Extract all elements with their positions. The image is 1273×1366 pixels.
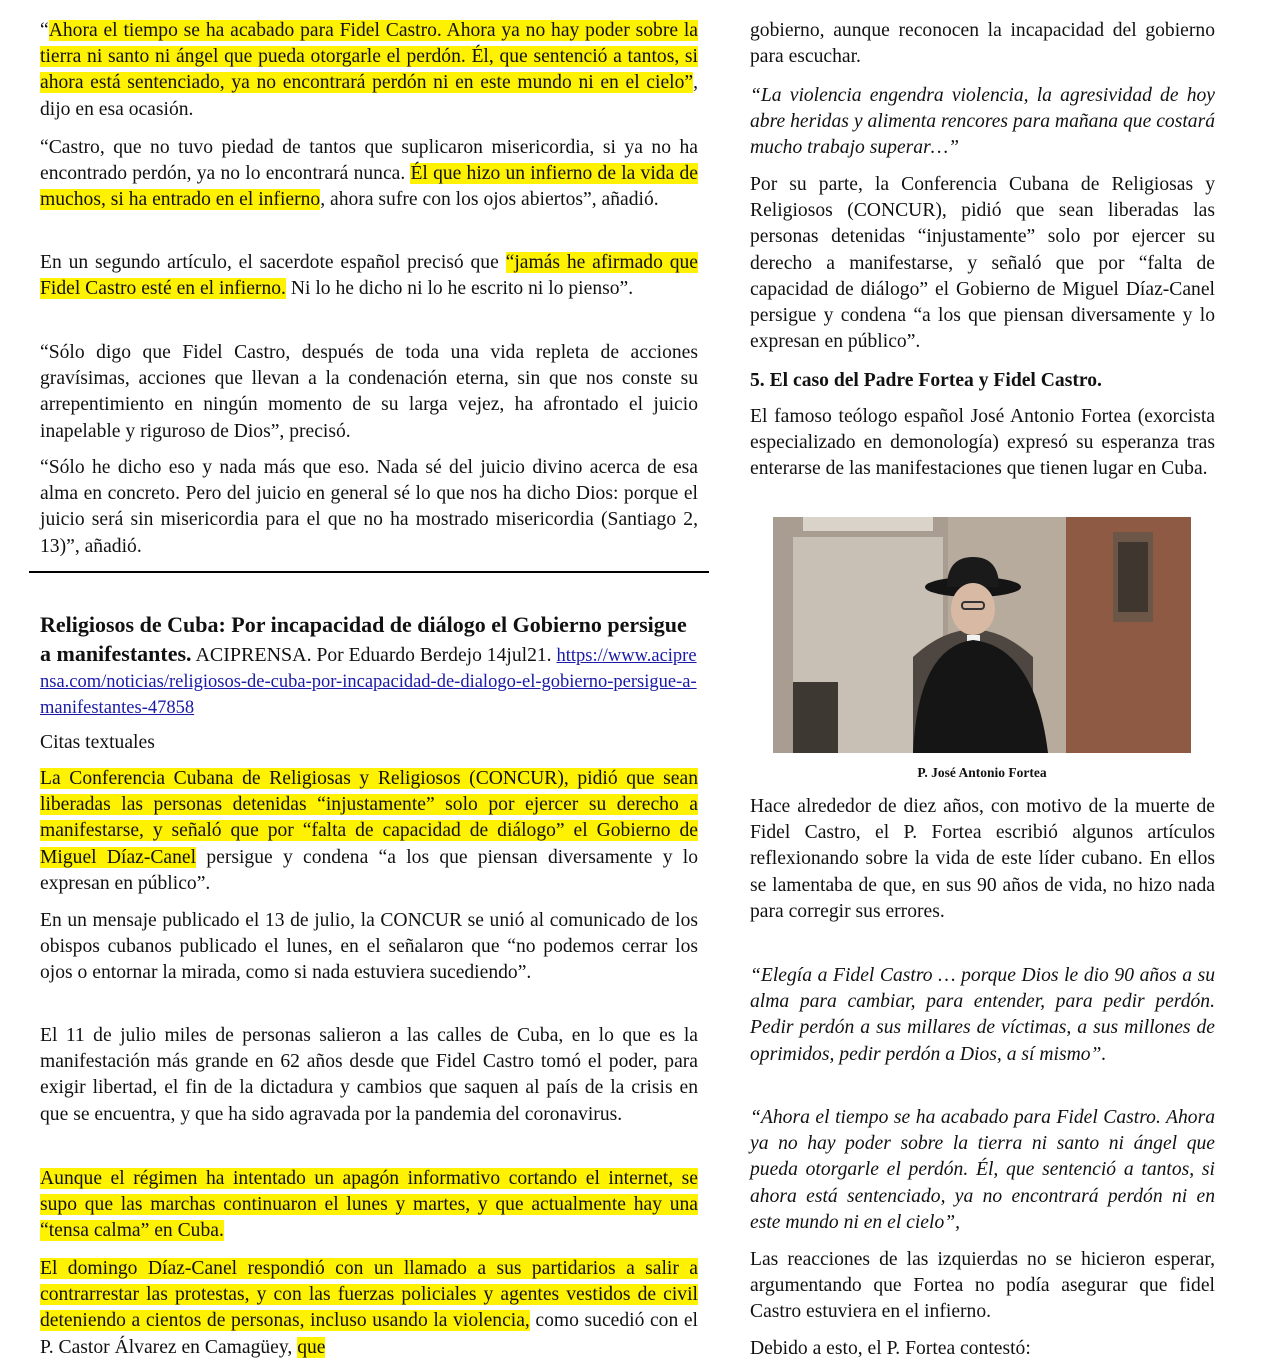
paragraph-gobierno: gobierno, aunque reconocen la incapacidad del gobierno para escuchar.	[750, 20, 1215, 68]
text: Ni lo he dicho ni lo he escrito ni lo pienso”.	[285, 278, 634, 300]
highlight-text: El domingo Díaz-Canel respondió con un llamado a sus partidarios a salir a contrarrestar las protestas, y con las fuerzas policiales y agentes vestidos de civil deteniendo a cientos de personas, incluso usando la violencia,	[40, 1258, 698, 1332]
quote-violencia: “La violencia engendra violencia, la agresividad de hoy abre heridas y alimenta rencores para mañana que costará mucho trabajo superar…”	[750, 85, 1215, 159]
article-link[interactable]: https://www.aciprensa.com/noticias/religiosos-de-cuba-por-incapacidad-de-dialogo-el-gobierno-persigue-a-manifestantes-47858	[40, 646, 697, 718]
paragraph-domingo	[40, 1256, 698, 1361]
paragraph-solo-he-dicho: “Sólo he dicho eso y nada más que eso. Nada sé del juicio divino acerca de esa alma en concreto. Pero del juicio en general sé lo que nos ha dicho Dios: porque el juicio será sin misericordia para el que no ha mostrado misericordia (Santiago 2, 13)”, añadió.	[40, 457, 698, 557]
paragraph-debido: Debido a esto, el P. Fortea contestó:	[750, 1338, 1031, 1359]
open-quote: “	[40, 20, 49, 41]
article-header	[40, 611, 698, 721]
paragraph-concur-right: Por su parte, la Conferencia Cubana de Religiosas y Religiosos (CONCUR), pidió que sean liberadas las personas detenidas “injustamente” solo por ejercer su derecho a manifestarse, y señaló que por “falta de capacidad de diálogo” el Gobierno de Miguel Díaz-Canel persigue y condena “a los que piensan diversamente y lo expresan en público”.	[750, 174, 1215, 353]
text: , dijo en esa ocasión.	[40, 72, 698, 120]
article-byline: Por Eduardo Berdejo 14jul21.	[311, 645, 557, 666]
paragraph-quote-castro	[40, 18, 698, 123]
highlight-text: que	[297, 1336, 326, 1358]
highlight-text: Ahora el tiempo se ha acabado para Fidel Castro. Ahora ya no hay poder sobre la tierra ni santo ni ángel que pueda otorgarle el perdón. Él, que sentenció a tantos, si ahora está sentenciado, ya no encontrará perdón ni en este mundo ni en el cielo”	[40, 20, 698, 94]
highlight-text: Aunque el régimen ha intentado un apagón informativo cortando el internet, se supo que las marchas continuaron el lunes y martes, y que actualmente hay una “tensa calma” en Cuba.	[40, 1168, 698, 1242]
paragraph-apagon	[40, 1166, 698, 1245]
paragraph-fortea-intro: El famoso teólogo español José Antonio Fortea (exorcista especializado en demonología) expresó su esperanza tras enterarse de las manifestaciones que tienen lugar en Cuba.	[750, 406, 1215, 480]
quote-ahora-el-tiempo: “Ahora el tiempo se ha acabado para Fidel Castro. Ahora ya no hay poder sobre la tierra ni santo ni ángel que pueda otorgarle el perdón. Él, que sentenció a tantos, si ahora está sentenciado, ya no encontrará perdón ni en este mundo ni en el cielo”,	[750, 1107, 1215, 1233]
paragraph-solo-digo: “Sólo digo que Fidel Castro, después de toda una vida repleta de acciones gravísimas, acciones que llevan a la condenación eterna, sin que nos conste su arrepentimiento en ningún momento de su larga vejez, ha afrontado el juicio inapelable y riguroso de Dios”, precisó.	[40, 342, 698, 442]
citas-label: Citas textuales	[40, 732, 155, 753]
highlight-text: La Conferencia Cubana de Religiosas y Religiosos (CONCUR), pidió que sean liberadas las personas detenidas “injustamente” solo por ejercer su derecho a manifestarse, y señaló que por “falta de capacidad de diálogo” el Gobierno de Miguel Díaz-Canel	[40, 768, 698, 868]
highlight-text: Él que hizo un infierno de la vida de muchos, si ha entrado en el infierno	[40, 163, 698, 211]
paragraph-castro-piedad	[40, 135, 698, 214]
fortea-photo	[773, 517, 1191, 753]
paragraph-11-julio: El 11 de julio miles de personas salieron a las calles de Cuba, en lo que es la manifestación más grande en 62 años desde que Fidel Castro tomó el poder, para exigir libertad, el fin de la dictadura y cambios que saquen al país de la crisis en que se encuentra, y que ha sido agravada por la pandemia del coronavirus.	[40, 1025, 698, 1125]
paragraph-segundo-articulo	[40, 250, 698, 302]
section-divider	[29, 571, 709, 573]
text: “Castro, que no tuvo piedad de tantos que suplicaron misericordia, si ya no ha encontrado perdón, ya no lo encontrará nunca.	[40, 137, 698, 185]
paragraph-reacciones: Las reacciones de las izquierdas no se hicieron esperar, argumentando que Fortea no podía asegurar que fidel Castro estuviera en el infierno.	[750, 1249, 1215, 1323]
paragraph-hace-diez-anos: Hace alrededor de diez años, con motivo de la muerte de Fidel Castro, el P. Fortea escribió algunos artículos reflexionando sobre la vida de este líder cubano. En ellos se lamentaba de que, en sus 90 años de vida, no hizo nada para corregir sus errores.	[750, 796, 1215, 922]
article-source: ACIPRENSA.	[191, 644, 312, 666]
photo-caption: P. José Antonio Fortea	[917, 765, 1047, 780]
section-heading-5: 5. El caso del Padre Fortea y Fidel Castro.	[750, 370, 1102, 391]
article-title: Religiosos de Cuba: Por incapacidad de diálogo el Gobierno persigue a manifestantes.	[40, 612, 687, 666]
text: persigue y condena “a los que piensan diversamente y lo expresan en público”.	[40, 846, 698, 894]
article-heading-line	[40, 611, 698, 721]
text: , ahora sufre con los ojos abiertos”, añadió.	[320, 189, 659, 211]
quote-elegia: “Elegía a Fidel Castro … porque Dios le dio 90 años a su alma para cambiar, para entender, para pedir perdón. Pedir perdón a sus millares de víctimas, a sus millones de oprimidos, pedir perdón a Dios, a sí mismo”.	[750, 965, 1215, 1065]
highlight-text: “jamás he afirmado que Fidel Castro esté en el infierno.	[40, 252, 698, 300]
text: como sucedió con el P. Castor Álvarez en Camagüey,	[40, 1310, 698, 1358]
paragraph-concur	[40, 766, 698, 897]
text: En un segundo artículo, el sacerdote español precisó que	[40, 252, 506, 273]
fortea-photo-illustration	[773, 517, 1191, 753]
paragraph-mensaje: En un mensaje publicado el 13 de julio, la CONCUR se unió al comunicado de los obispos cubanos publicado el lunes, en el señalaron que “no podemos cerrar los ojos o entornar la mirada, como si nada estuviera sucediendo”.	[40, 910, 698, 984]
